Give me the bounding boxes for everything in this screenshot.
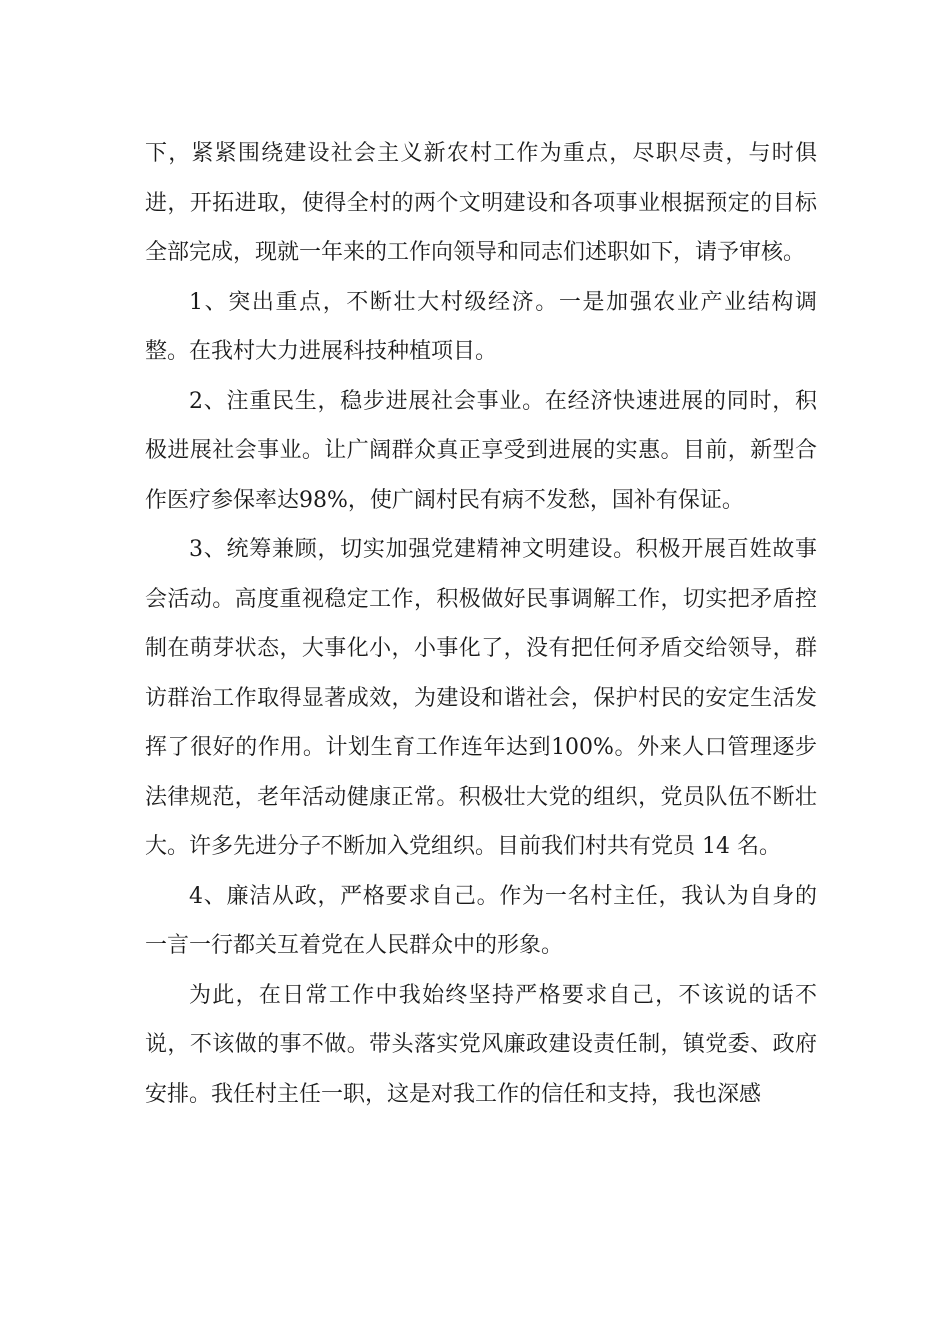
paragraph-closing: 为此，在日常工作中我始终坚持严格要求自己，不该说的话不说，不该做的事不做。带头落实党风廉政建设责任制，镇党委、政府安排。我任村主任一职，这是对我工作的信任和支持，我也深感 [145,982,817,1107]
paragraph-intro: 下，紧紧围绕建设社会主义新农村工作为重点，尽职尽责，与时俱进，开拓进取，使得全村的两个文明建设和各项事业根据预定的目标全部完成，现就一年来的工作向领导和同志们述职如下，请予审核。 [145,141,817,265]
paragraph-item-3: 3、统筹兼顾，切实加强党建精神文明建设。积极开展百姓故事会活动。高度重视稳定工作，积极做好民事调解工作，切实把矛盾控制在萌芽状态，大事化小，小事化了，没有把任何矛盾交给领导，群访群治工作取得显著成效，为建设和谐社会，保护村民的安定生活发挥了很好的作用。计划生育工作连年达到100%。外来人口管理逐步法律规范，老年活动健康正常。积极壮大党的组织，党员队伍不断壮大。许多先进分子不断加入党组织。目前我们村共有党员 14 名。 [145,537,817,859]
paragraph-item-2: 2、注重民生，稳步进展社会事业。在经济快速进展的同时，积极进展社会事业。让广阔群众真正享受到进展的实惠。目前，新型合作医疗参保率达98%，使广阔村民有病不发愁，国补有保证。 [145,388,817,513]
paragraph-item-1: 1、突出重点，不断壮大村级经济。一是加强农业产业结构调整。在我村大力进展科技种植项目。 [145,289,817,364]
document-body [145,129,817,1119]
paragraph-item-4: 4、廉洁从政，严格要求自己。作为一名村主任，我认为自身的一言一行都关互着党在人民群众中的形象。 [145,883,817,958]
